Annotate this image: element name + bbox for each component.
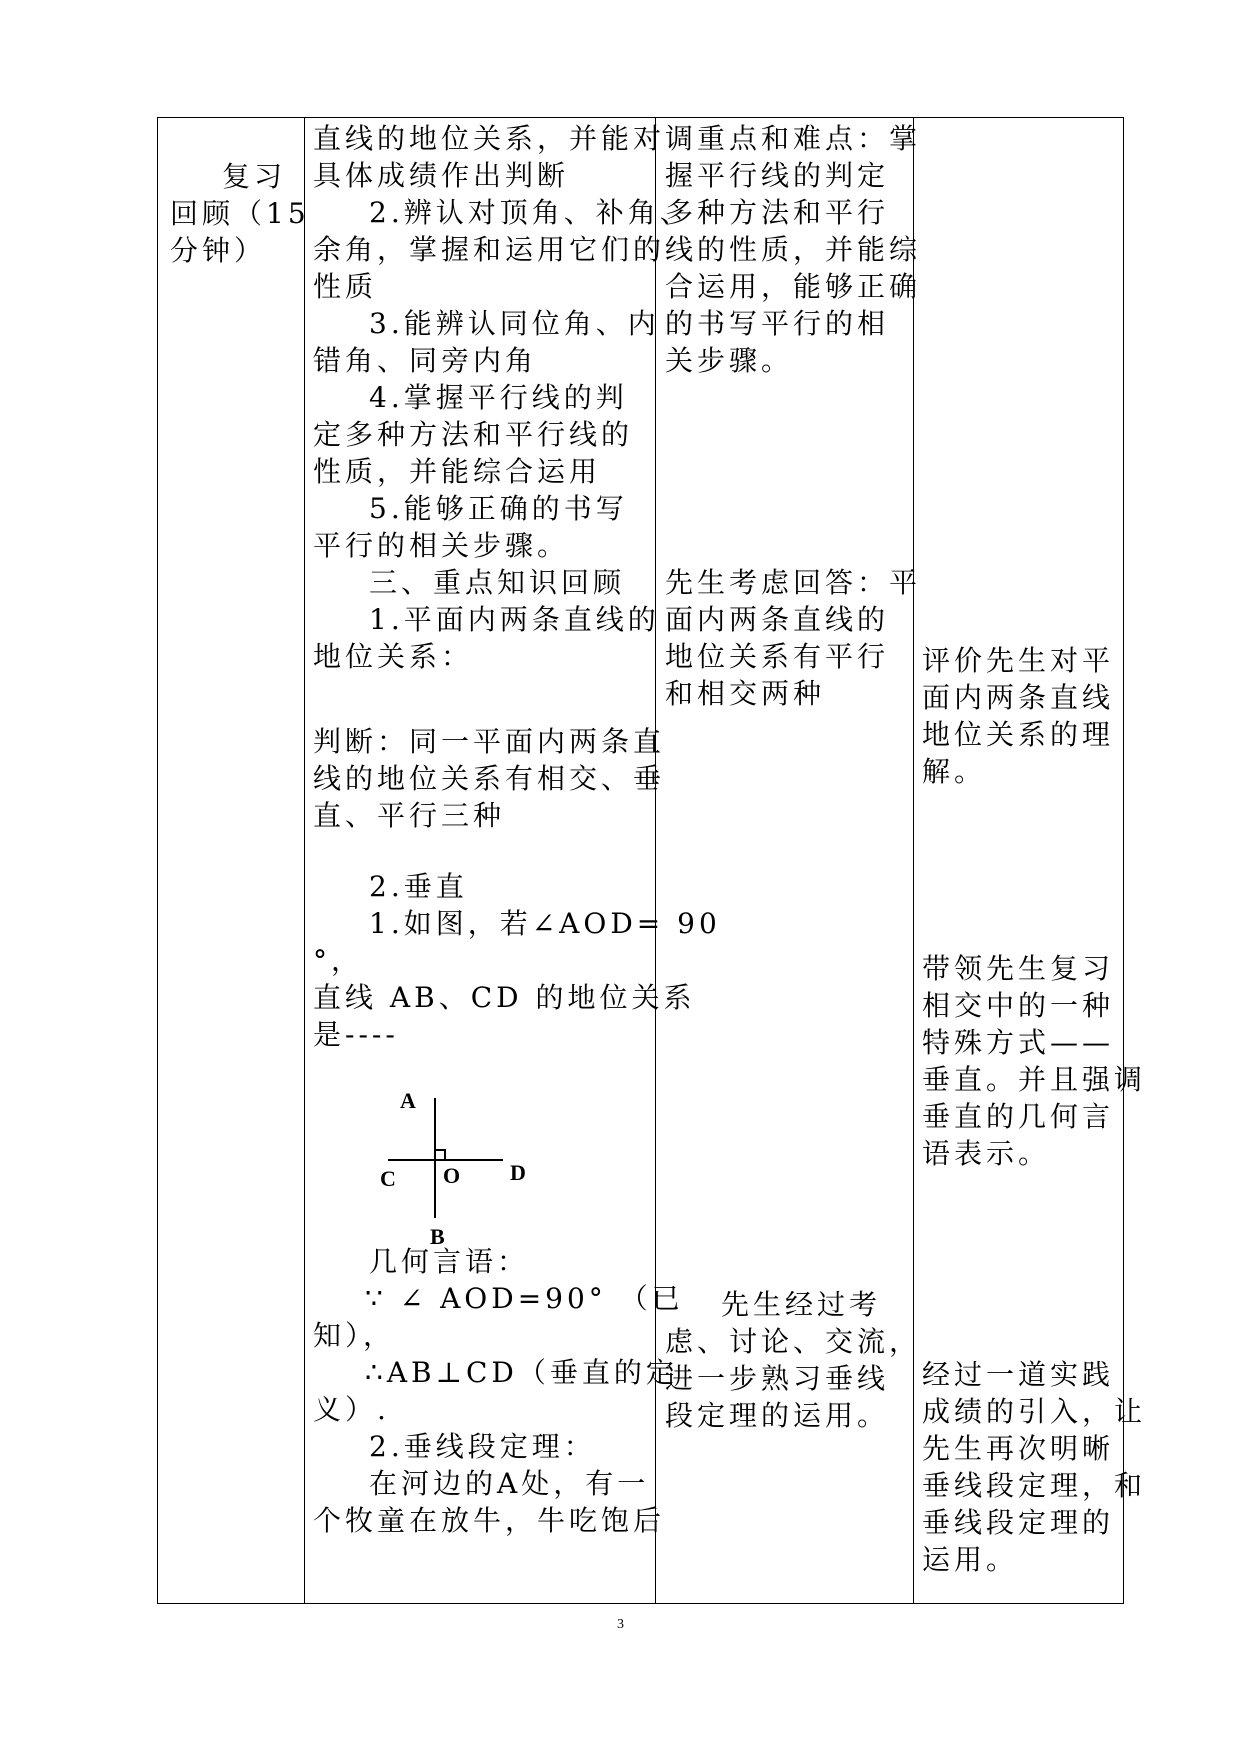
content-line: ∴AB⊥CD（垂直的定 [365,1356,678,1389]
right-angle-mark [435,1150,445,1160]
content-line: 1.如图，若∠AOD= 90 [369,907,721,940]
intent-line: 带领先生复习 [922,952,1115,985]
content-line: 1.平面内两条直线的 [369,603,660,636]
content-line: 直线 AB、CD 的地位关系 [313,981,696,1014]
activity-line: 进一步熟习垂线 [665,1362,890,1395]
activity-line: 和相交两种 [665,677,826,710]
activity-line: 面内两条直线的 [665,603,890,636]
intent-line: 先生再次明晰 [922,1432,1115,1465]
intent-line: 经过一道实践 [922,1358,1115,1391]
content-line: 性质 [313,270,378,303]
content-line: 直、平行三种 [313,799,506,832]
content-line: 知）， [313,1319,396,1352]
intent-line: 解。 [922,755,987,788]
content-line: ∵ ∠ AOD=90° （已 [365,1282,684,1315]
content-line: 4.掌握平行线的判 [369,381,628,414]
intent-line: 特殊方式—— [922,1026,1115,1059]
content-line: 几何言语： [369,1245,530,1278]
content-line: 三、重点知识回顾 [369,566,626,599]
design-intent-cell [922,120,1147,1578]
content-line: 3.能辨认同位角、内 [369,307,660,340]
activity-line: 线的性质，并能综 [665,233,922,266]
content-line: 性质，并能综合运用 [313,455,602,488]
content-line: 直线的地位关系，并能对 [313,122,666,155]
intent-line: 相交中的一种 [922,989,1115,1022]
section-title-line: 分钟） [170,234,267,267]
activity-line: 段定理的运用。 [665,1399,890,1432]
content-line: 个牧童在放牛，牛吃饱后 [313,1504,666,1537]
content-line: 5.能够正确的书写 [369,492,628,525]
activity-line: 地位关系有平行 [665,640,890,673]
content-line: 2.辨认对顶角、补角、 [369,196,692,229]
content-line: 具体成绩作出判断 [313,159,570,192]
label-c: C [380,1166,396,1191]
activity-line: 的书写平行的相 [665,307,890,340]
content-line: 是---- [313,1018,399,1051]
activity-line: 调重点和难点：掌 [665,122,922,155]
activity-line: 先生考虑回答：平 [665,566,922,599]
activity-line: 合运用，能够正确 [665,270,922,303]
content-line: 错角、同旁内角 [313,344,538,377]
activity-line: 握平行线的判定 [665,159,890,192]
content-line: 在河边的A处，有一 [369,1467,650,1500]
intent-line: 地位关系的理 [922,718,1115,751]
content-line: 2.垂直 [369,870,468,903]
intent-line: 运用。 [922,1543,1019,1576]
section-title-line: 复习 [222,160,287,193]
content-line: 义）. [313,1393,390,1426]
activity-line: 关步骤。 [665,344,794,377]
content-line: 线的地位关系有相交、垂 [313,762,666,795]
intent-line: 垂直。并且强调 [922,1063,1147,1096]
activity-line: 虑、讨论、交流， [665,1325,922,1358]
page-number: 3 [617,1617,624,1632]
content-line: 2.垂线段定理： [369,1430,596,1463]
content-line: 判断：同一平面内两条直 [313,725,666,758]
label-d: D [510,1160,526,1185]
content-line: 地位关系： [313,640,474,673]
intent-line: 垂线段定理，和 [922,1469,1147,1502]
content-cell [313,120,721,1539]
column-divider [304,118,305,1603]
section-title-cell [170,158,310,269]
content-line: 定多种方法和平行线的 [313,418,634,451]
content-line: 平行的相关步骤。 [313,529,570,562]
intent-line: 语表示。 [922,1137,1051,1170]
intent-line: 垂直的几何言 [922,1100,1115,1133]
intent-line: 评价先生对平 [922,644,1115,677]
content-line: °， [313,944,364,977]
activity-line: 先生经过考 [721,1288,882,1321]
intent-line: 面内两条直线 [922,681,1115,714]
intent-line: 垂线段定理的 [922,1506,1115,1539]
content-line: 余角，掌握和运用它们的 [313,233,666,266]
student-activity-cell [665,120,922,1434]
perpendicular-figure [380,1088,588,1249]
label-b: B [430,1224,445,1249]
intent-line: 成绩的引入，让 [922,1395,1147,1428]
column-divider [913,118,914,1603]
label-o: O [443,1163,461,1188]
activity-line: 多种方法和平行 [665,196,890,229]
lesson-table [157,117,1147,1604]
label-a: A [400,1088,416,1113]
section-title-line: 回顾（15 [170,197,310,230]
